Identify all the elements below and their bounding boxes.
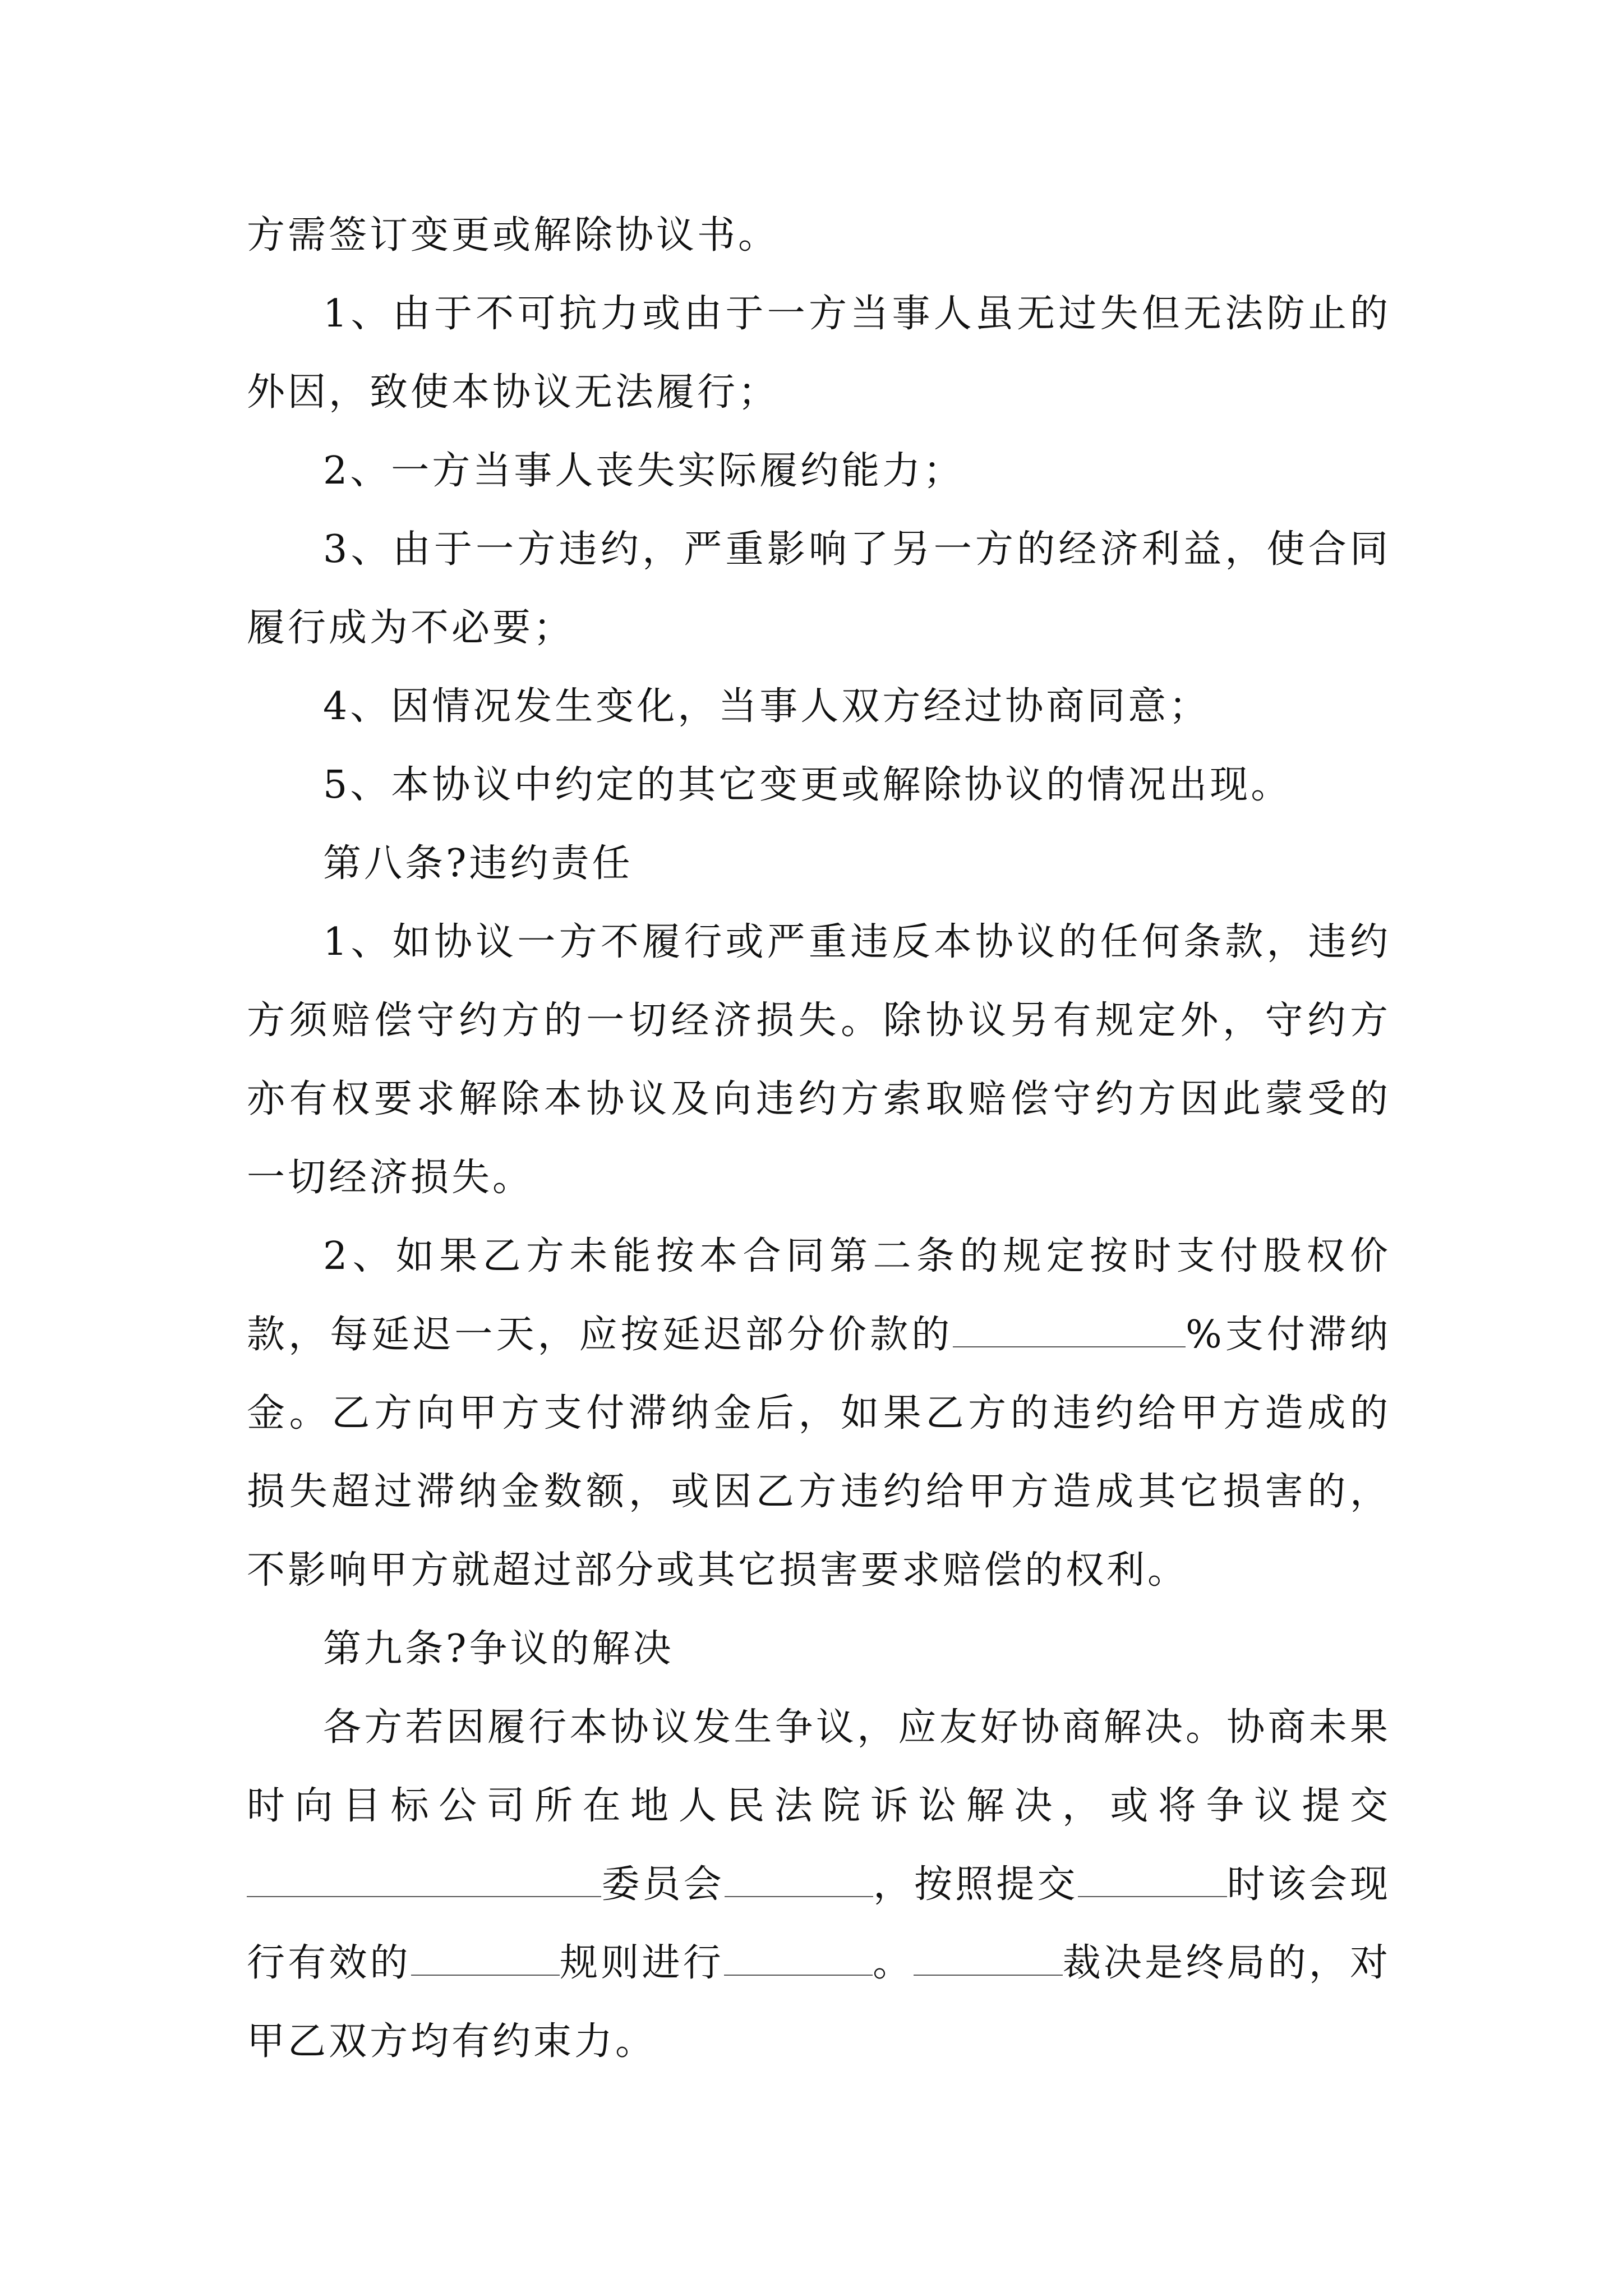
- text: 方需签订变更或解除协议书。: [247, 213, 780, 257]
- article-9-heading: [247, 1610, 1391, 1688]
- fill-in-blank: [411, 1940, 560, 1976]
- text: 3、由于一方违约，严重影响了另一方的经济利益，使合同履行成为不必要；: [247, 527, 1391, 650]
- text: 4、因情况发生变化，当事人双方经过协商同意；: [323, 684, 1210, 729]
- text: 委员会: [601, 1862, 725, 1907]
- text: 2、如果乙方未能按本合同第二条的规定按时支付股权价款，每延迟一天，应按延迟部分价款的: [247, 1234, 1391, 1357]
- text: 5、本协议中约定的其它变更或解除协议的情况出现。: [323, 763, 1292, 807]
- list-item-3: [247, 510, 1391, 668]
- fill-in-blank: [1078, 1862, 1227, 1897]
- fill-in-blank: [725, 1862, 873, 1897]
- article-9-body: [247, 1688, 1391, 2081]
- fill-in-blank: [953, 1312, 1186, 1347]
- article-8-item-2: [247, 1217, 1391, 1610]
- list-item-5: [247, 746, 1391, 825]
- article-8-item-1: [247, 903, 1391, 1217]
- text: 2、一方当事人丧失实际履约能力；: [323, 449, 965, 493]
- text: 时该会现行有效的: [247, 1862, 1391, 1985]
- text: 1、由于不可抗力或由于一方当事人虽无过失但无法防止的外因，致使本协议无法履行；: [247, 292, 1391, 415]
- fill-in-blank: [247, 1862, 601, 1897]
- list-item-1: [247, 275, 1391, 432]
- text: 各方若因履行本协议发生争议，应友好协商解决。协商未果时向目标公司所在地人民法院诉讼解决，或将争议提交: [247, 1705, 1391, 1828]
- fill-in-blank: [914, 1940, 1062, 1976]
- text: 1、如协议一方不履行或严重违反本协议的任何条款，违约方须赔偿守约方的一切经济损失。除协议另有规定外，守约方亦有权要求解除本协议及向违约方索取赔偿守约方因此蒙受的一切经济损失。: [247, 920, 1391, 1200]
- text: 裁决是终局的，对甲乙双方均有约束力。: [247, 1941, 1391, 2064]
- list-item-4: [247, 668, 1391, 746]
- text: 第九条?争议的解决: [323, 1627, 674, 1671]
- text: ，按照提交: [873, 1862, 1078, 1907]
- text: 规则进行: [559, 1941, 724, 1985]
- text: %支付滞纳金。乙方向甲方支付滞纳金后，如果乙方的违约给甲方造成的损失超过滞纳金数额，或因乙方违约给甲方造成其它损害的，不影响甲方就超过部分或其它损害要求赔偿的权利。: [247, 1313, 1391, 1593]
- document-body: [247, 196, 1391, 2081]
- fill-in-blank: [724, 1940, 873, 1976]
- text: 。: [872, 1941, 914, 1985]
- article-8-heading: [247, 825, 1391, 903]
- text: 第八条?违约责任: [323, 841, 633, 886]
- list-item-2: [247, 432, 1391, 510]
- paragraph-continuation: [247, 196, 1391, 275]
